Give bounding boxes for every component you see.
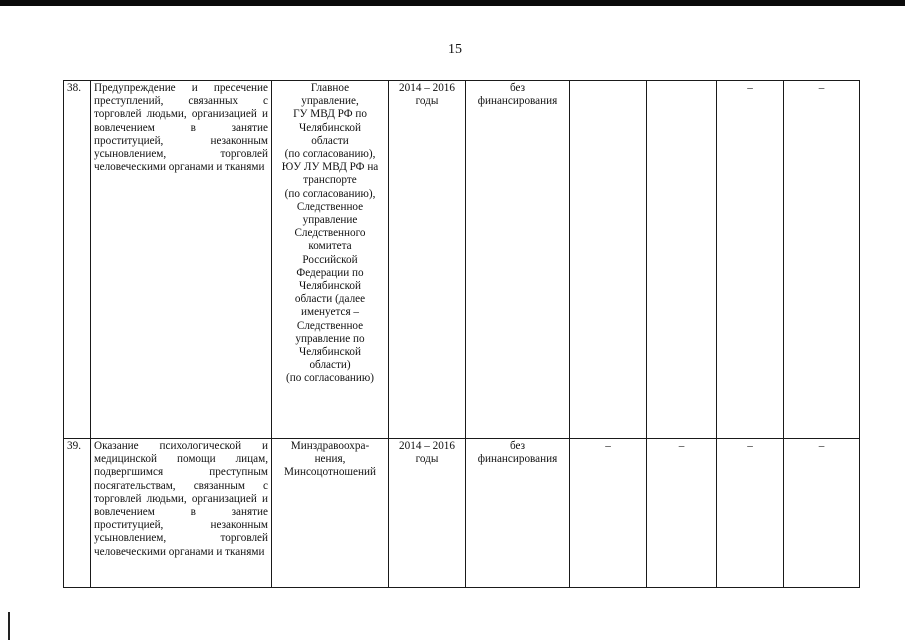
amount-cell: –	[717, 81, 784, 439]
amount-cell	[570, 81, 647, 439]
amount-cell: –	[784, 439, 860, 588]
top-border-bar	[0, 0, 905, 6]
executor-cell: Главное управление, ГУ МВД РФ по Челябинской области (по согласованию), ЮУ ЛУ МВД РФ на транспорте (по согласованию), Следственное управление Следственного комитета Российской Федерации по Челябинской области (далее именуется – Следственное управление по Челябинской области) (по согласованию)	[272, 81, 389, 439]
amount-cell	[647, 81, 717, 439]
scan-margin-mark	[8, 612, 10, 640]
row-number: 38.	[64, 81, 91, 439]
row-number: 39.	[64, 439, 91, 588]
event-description: Предупреждение и пресечение преступлений, связанных с торговлей людьми, организацией и вовлечением в занятие проституцией, незаконным усыновлением, торговлей человеческими органами и тканями	[91, 81, 272, 439]
amount-cell: –	[570, 439, 647, 588]
table-row	[64, 439, 860, 588]
financing-cell: без финансирования	[466, 81, 570, 439]
term-cell: 2014 – 2016 годы	[389, 439, 466, 588]
financing-cell: без финансирования	[466, 439, 570, 588]
amount-cell: –	[647, 439, 717, 588]
executor-cell: Минздравоохра- нения, Минсоцотношений	[272, 439, 389, 588]
term-cell: 2014 – 2016 годы	[389, 81, 466, 439]
page-number: 15	[448, 42, 462, 57]
amount-cell: –	[717, 439, 784, 588]
table-row	[64, 81, 860, 439]
amount-cell: –	[784, 81, 860, 439]
measures-table	[63, 80, 860, 588]
event-description: Оказание психологической и медицинской помощи лицам, подвергшимся преступным посягательствам, связанным с торговлей людьми, организацией и вовлечением в занятие проституцией, незаконным усыновлением, торговлей человеческими органами и тканями	[91, 439, 272, 588]
